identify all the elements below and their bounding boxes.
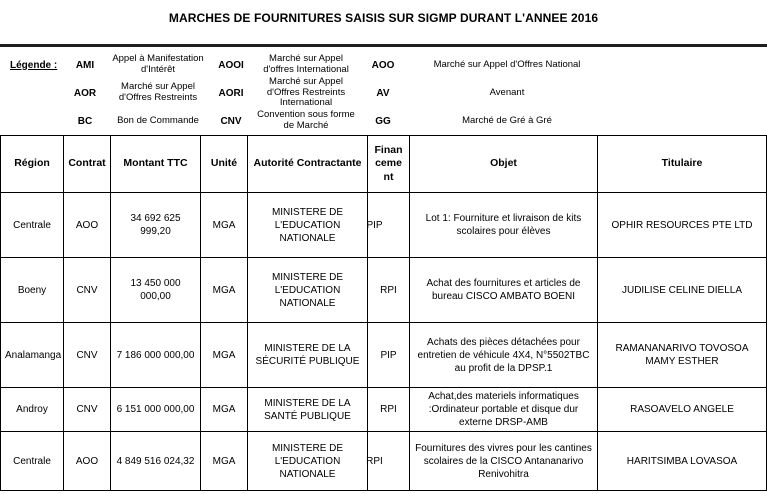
legend-code-aor: AOR [73, 87, 97, 99]
table-row [1, 258, 767, 323]
cell-region: Boeny [1, 258, 64, 323]
cell-autorite: MINISTERE DE LA SÉCURITÉ PUBLIQUE [248, 323, 368, 388]
column-header-financement: Financement [368, 136, 410, 193]
legend-code-cnv: CNV [220, 115, 242, 127]
legend-desc-gg: Marché de Gré à Gré [462, 114, 552, 126]
cell-financement: PIP [368, 323, 410, 388]
cell-montant: 4 849 516 024,32 [111, 432, 201, 491]
page-title: MARCHES DE FOURNITURES SAISIS SUR SIGMP DURANT L'ANNEE 2016 [168, 11, 599, 25]
table-row [1, 193, 767, 258]
cell-titulaire: RAMANANARIVO TOVOSOA MAMY ESTHER [598, 323, 767, 388]
cell-financement [368, 432, 410, 491]
legend-code-gg: GG [375, 115, 391, 127]
table-row [1, 432, 767, 491]
cell-contrat: CNV [64, 323, 111, 388]
cell-montant: 7 186 000 000,00 [111, 323, 201, 388]
legend-desc-aooi: Marché sur Appel d'offres International [263, 53, 349, 75]
cell-objet: Lot 1: Fourniture et livraison de kits scolaires pour élèves [410, 193, 598, 258]
cell-autorite: MINISTERE DE L'EDUCATION NATIONALE [248, 258, 368, 323]
financement-value: RPI [366, 455, 383, 467]
cell-objet: Achat,des materiels informatiques :Ordinateur portable et disque dur externe DRSP-AMB [410, 388, 598, 432]
cell-financement [368, 193, 410, 258]
cell-unite: MGA [201, 388, 248, 432]
legend-code-ami: AMI [75, 59, 95, 71]
cell-unite: MGA [201, 432, 248, 491]
legend-desc-ami: Appel à Manifestation d'Intérêt [112, 53, 204, 75]
cell-financement: RPI [368, 258, 410, 323]
legend-desc-bc: Bon de Commande [117, 114, 199, 126]
cell-unite: MGA [201, 323, 248, 388]
column-header-titulaire: Titulaire [598, 136, 767, 193]
table-row [1, 323, 767, 388]
table-row [1, 388, 767, 432]
legend-desc-aori: Marché sur Appel d'Offres Restreints International [266, 75, 346, 109]
column-header-region: Région [1, 136, 64, 193]
legend-desc-aoo: Marché sur Appel d'Offres National [433, 58, 581, 70]
cell-unite: MGA [201, 193, 248, 258]
cell-contrat: CNV [64, 258, 111, 323]
legend-label: Légende : [10, 59, 58, 71]
legend-desc-cnv: Convention sous forme de Marché [257, 109, 355, 131]
cell-region: Centrale [1, 432, 64, 491]
header-row [1, 136, 767, 193]
column-header-montant: Montant TTC [111, 136, 201, 193]
cell-titulaire: OPHIR RESOURCES PTE LTD [598, 193, 767, 258]
cell-region: Androy [1, 388, 64, 432]
procurement-table [0, 135, 767, 491]
financement-value: PIP [366, 219, 383, 231]
cell-autorite: MINISTERE DE L'EDUCATION NATIONALE [248, 193, 368, 258]
cell-autorite: MINISTERE DE LA SANTÉ PUBLIQUE [248, 388, 368, 432]
cell-montant: 6 151 000 000,00 [111, 388, 201, 432]
legend-section [0, 47, 767, 135]
legend-code-aooi: AOOI [218, 59, 244, 71]
column-header-autorite: Autorité Contractante [248, 136, 368, 193]
cell-montant: 13 450 000 000,00 [111, 258, 201, 323]
legend-desc-aor: Marché sur Appel d'Offres Restreints [118, 81, 198, 103]
column-header-objet: Objet [410, 136, 598, 193]
cell-autorite: MINISTERE DE L'EDUCATION NATIONALE [248, 432, 368, 491]
column-header-unite: Unité [201, 136, 248, 193]
legend-code-aoo: AOO [371, 59, 395, 71]
legend-code-bc: BC [77, 115, 93, 127]
cell-contrat: AOO [64, 432, 111, 491]
cell-contrat: CNV [64, 388, 111, 432]
cell-objet: Achat des fournitures et articles de bureau CISCO AMBATO BOENI [410, 258, 598, 323]
legend-desc-av: Avenant [489, 86, 525, 98]
cell-region: Centrale [1, 193, 64, 258]
cell-titulaire: RASOAVELO ANGELE [598, 388, 767, 432]
cell-titulaire: JUDILISE CELINE DIELLA [598, 258, 767, 323]
cell-financement: RPI [368, 388, 410, 432]
cell-contrat: AOO [64, 193, 111, 258]
legend-code-av: AV [376, 87, 390, 99]
cell-objet: Achats des pièces détachées pour entretien de véhicule 4X4, N°5502TBC au profit de la DPSP.1 [410, 323, 598, 388]
column-header-contrat: Contrat [64, 136, 111, 193]
cell-region: Analamanga [1, 323, 64, 388]
cell-titulaire: HARITSIMBA LOVASOA [598, 432, 767, 491]
cell-objet: Fournitures des vivres pour les cantines scolaires de la CISCO Antananarivo Renivohitra [410, 432, 598, 491]
cell-montant: 34 692 625 999,20 [111, 193, 201, 258]
cell-unite: MGA [201, 258, 248, 323]
legend-code-aori: AORI [218, 87, 244, 99]
